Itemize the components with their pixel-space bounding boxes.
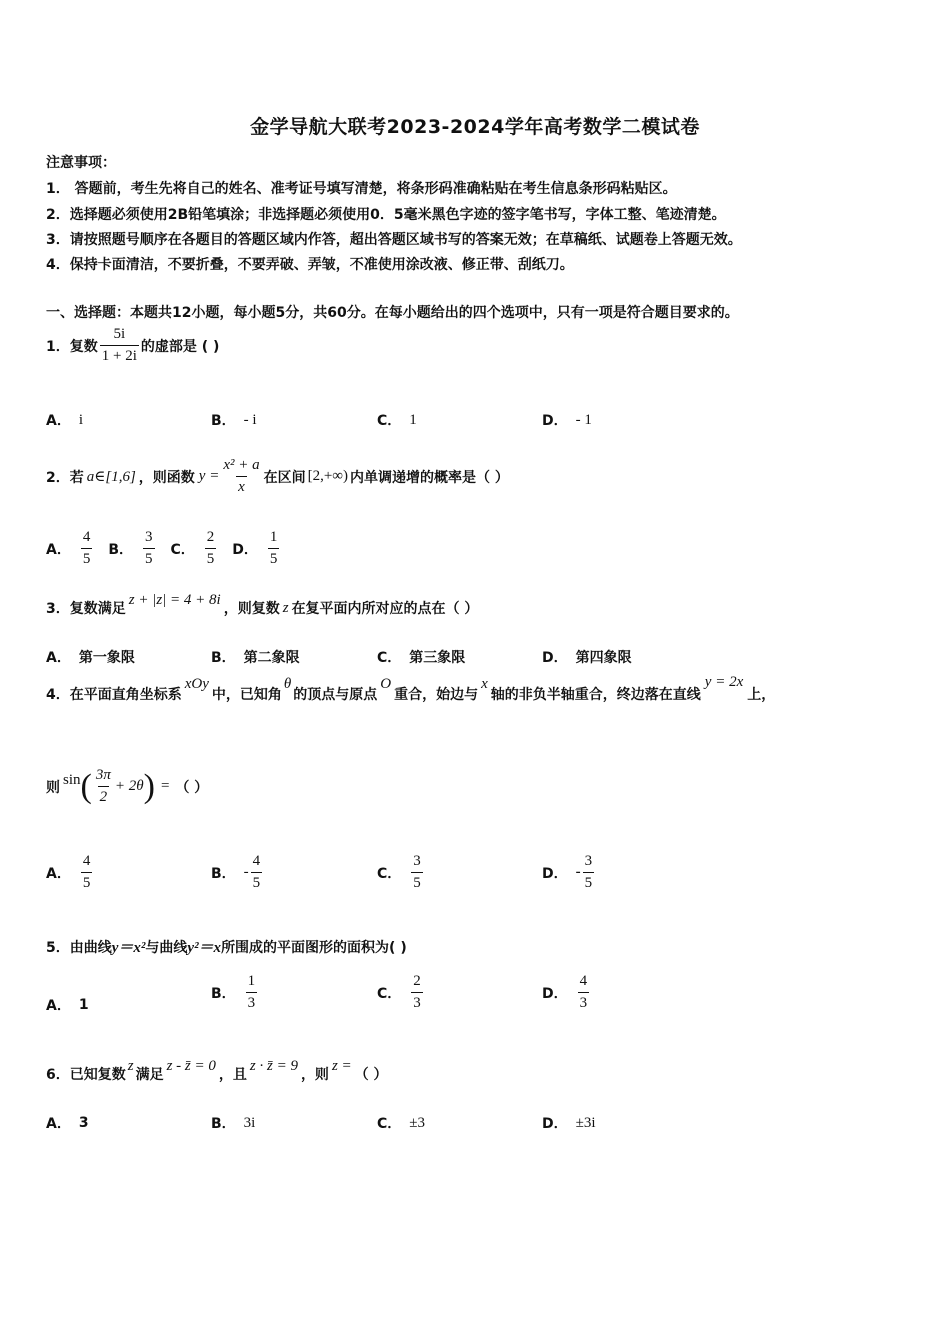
- q2-option-a-value[interactable]: [81, 528, 93, 569]
- q4-option-a[interactable]: [46, 852, 94, 893]
- option-value: 1: [78, 997, 89, 1013]
- q4-right-paren: ): [143, 767, 155, 805]
- note-item: 3．请按照题号顺序在各题目的答题区域内作答，超出答题区域书写的答案无效；在草稿纸、试题卷上答题无效。: [46, 232, 742, 248]
- option-value: 第一象限: [78, 650, 135, 666]
- q1-post: 的虚部是 ( ): [140, 338, 220, 355]
- option-label: C．: [377, 413, 402, 429]
- q4-option-c[interactable]: [377, 852, 425, 893]
- option-value: 第二象限: [243, 650, 300, 666]
- q4-post: （ ）: [175, 779, 209, 796]
- note-item: 4．保持卡面清洁，不要折叠，不要弄破、弄皱，不准使用涂改液、修正带、刮纸刀。: [46, 257, 574, 273]
- numerator: 4: [252, 853, 261, 869]
- q4-equals: =: [160, 778, 170, 794]
- denominator: 3: [578, 992, 590, 1013]
- option-fraction: [411, 852, 423, 893]
- q5-pre: 5．由曲线: [46, 939, 112, 956]
- q3-mid: ，则复数: [223, 601, 280, 617]
- option-fraction: [411, 972, 423, 1013]
- option-label: A．: [46, 650, 71, 666]
- question-4-line2: [46, 766, 208, 807]
- q6-text: ，则: [300, 1067, 329, 1083]
- option-fraction: [578, 972, 590, 1013]
- option-value: 3: [78, 1115, 89, 1131]
- denominator: 5: [205, 548, 217, 569]
- numerator: 3: [584, 853, 593, 869]
- q6-option-d[interactable]: [542, 1113, 596, 1133]
- denominator: 3: [246, 992, 258, 1013]
- q4-origin: O: [380, 675, 392, 692]
- q4-option-d[interactable]: [542, 852, 596, 893]
- numerator: 3: [145, 529, 153, 545]
- q6-option-c[interactable]: [377, 1113, 425, 1133]
- q2-option-c-value[interactable]: [205, 528, 217, 569]
- option-label: A．: [46, 865, 71, 882]
- q1-option-a[interactable]: [46, 410, 83, 430]
- q3-equation: z + |z| = 4 + 8i: [128, 591, 221, 608]
- q2-condition: a∈[1,6]: [86, 469, 136, 485]
- q4-option-b[interactable]: [211, 852, 264, 893]
- question-2: [46, 456, 509, 497]
- q4-theta: θ: [283, 675, 292, 692]
- q5-curve-2: y²＝x: [187, 940, 222, 956]
- q4-text: 重合，始边与: [394, 687, 479, 703]
- denominator: 5: [268, 548, 280, 569]
- q1-pre: 1．复数: [46, 338, 98, 355]
- q6-post: （ ）: [354, 1067, 388, 1083]
- q5-option-a[interactable]: [46, 995, 89, 1015]
- q1-fraction: [100, 325, 139, 366]
- option-label: C．: [377, 865, 402, 882]
- q4-arg-rest: + 2θ: [114, 778, 144, 794]
- q2-option-b-label[interactable]: B．: [108, 541, 134, 558]
- q3-pre: 3．复数满足: [46, 601, 126, 617]
- q3-option-b[interactable]: [211, 647, 300, 667]
- note-item: 1． 答题前，考生先将自己的姓名、准考证号填写清楚，将条形码准确粘贴在考生信息条形码粘贴区。: [46, 181, 677, 197]
- option-label: B．: [211, 1116, 236, 1132]
- option-label: D．: [542, 413, 568, 429]
- q2-fn-numerator: x² + a: [223, 457, 260, 473]
- q4-text: 轴的非负半轴重合，终边落在直线: [490, 687, 701, 703]
- q1-numerator: 5i: [113, 326, 126, 342]
- q4-sin: sin: [63, 772, 81, 788]
- option-label: D．: [542, 985, 568, 1002]
- q6-condition-2: z · z̄ = 9: [249, 1057, 298, 1074]
- option-label: B．: [211, 650, 236, 666]
- option-value: 3i: [243, 1114, 256, 1131]
- notes-heading: 注意事项：: [46, 155, 116, 171]
- q5-post: 所围成的平面图形的面积为( ): [221, 939, 407, 956]
- numerator: 2: [413, 973, 421, 989]
- q5-option-d[interactable]: [542, 972, 591, 1013]
- q2-pre: 2．若: [46, 469, 84, 486]
- option-sign: -: [575, 864, 581, 880]
- q6-variable: z: [127, 1057, 134, 1074]
- q5-mid: 与曲线: [145, 939, 188, 956]
- q2-interval: [2,+∞): [307, 468, 348, 484]
- q2-options: [46, 528, 281, 569]
- option-label: B．: [211, 985, 236, 1002]
- numerator: 4: [82, 853, 91, 869]
- q1-denominator: 1 + 2i: [100, 345, 139, 366]
- option-value: 第四象限: [575, 650, 632, 666]
- q2-option-a-label[interactable]: A．: [46, 541, 71, 558]
- numerator: 1: [247, 973, 256, 989]
- q3-option-d[interactable]: [542, 647, 632, 667]
- denominator: 3: [411, 992, 423, 1013]
- q2-post: 内单调递增的概率是（ ）: [350, 469, 509, 486]
- option-label: C．: [377, 1116, 402, 1132]
- option-label: A．: [46, 1116, 71, 1132]
- option-label: C．: [377, 650, 402, 666]
- denominator: 5: [143, 548, 155, 569]
- denominator: 5: [81, 872, 93, 893]
- question-6: [46, 1057, 388, 1084]
- q5-option-c[interactable]: [377, 972, 425, 1013]
- numerator: 4: [579, 973, 588, 989]
- q6-pre: 6．已知复数: [46, 1067, 126, 1083]
- q2-mid: ，则函数: [138, 469, 195, 486]
- q2-option-c-label[interactable]: C．: [170, 541, 195, 558]
- page-title: 金学导航大联考2023-2024学年高考数学二模试卷: [250, 116, 700, 138]
- numerator: 3: [413, 853, 421, 869]
- q4-pre: 4．在平面直角坐标系: [46, 687, 182, 703]
- denominator: 5: [583, 872, 595, 893]
- option-fraction: [251, 852, 263, 893]
- option-label: D．: [542, 865, 568, 882]
- numerator: 4: [82, 529, 91, 545]
- question-3: [46, 591, 479, 618]
- q2-option-b-value[interactable]: [143, 528, 155, 569]
- option-label: B．: [211, 413, 236, 429]
- q6-option-a[interactable]: [46, 1113, 89, 1133]
- q4-coordinate-system: xOy: [184, 675, 209, 692]
- q4-x-axis: x: [481, 675, 488, 692]
- q3-variable: z: [282, 599, 289, 616]
- q2-fn-denominator: x: [236, 476, 247, 497]
- question-1: [46, 325, 219, 366]
- q6-text: 满足: [135, 1067, 164, 1083]
- q4-line2-pre: 则: [46, 779, 60, 796]
- option-value: ±3: [409, 1114, 426, 1131]
- numerator: 1: [269, 529, 278, 545]
- option-label: C．: [377, 985, 402, 1002]
- option-value: - i: [243, 411, 257, 428]
- q2-option-d-value[interactable]: [268, 528, 280, 569]
- option-sign: -: [243, 864, 249, 880]
- q5-option-b[interactable]: [211, 972, 259, 1013]
- q2-function-fraction: [221, 456, 261, 497]
- denominator: 5: [411, 872, 423, 893]
- q6-option-b[interactable]: [211, 1113, 255, 1133]
- q6-condition-1: z - z̄ = 0: [166, 1057, 216, 1074]
- q2-function-lhs: y =: [198, 468, 220, 484]
- denominator: 2: [98, 786, 110, 807]
- option-value: 1: [409, 411, 417, 428]
- option-value: ±3i: [575, 1114, 596, 1131]
- question-4: [46, 673, 916, 704]
- section-heading: 一、选择题：本题共12小题，每小题5分，共60分。在每小题给出的四个选项中，只有一项是符合题目要求的。: [46, 305, 739, 321]
- option-label: D．: [542, 1116, 568, 1132]
- q4-line-equation: y = 2x: [704, 673, 744, 690]
- q1-option-d[interactable]: [542, 410, 592, 430]
- q3-option-c[interactable]: [377, 647, 465, 667]
- numerator: 3π: [95, 767, 111, 783]
- q1-option-b[interactable]: [211, 410, 257, 430]
- q4-text: 的顶点与原点: [293, 687, 378, 703]
- q2-mid2: 在区间: [263, 469, 306, 486]
- option-label: D．: [542, 650, 568, 666]
- denominator: 5: [81, 548, 93, 569]
- option-value: i: [78, 411, 84, 428]
- option-label: A．: [46, 998, 71, 1014]
- q4-left-paren: (: [80, 767, 92, 805]
- q1-option-c[interactable]: [377, 410, 417, 430]
- numerator: 2: [206, 529, 215, 545]
- q2-option-d-label[interactable]: D．: [232, 541, 258, 558]
- q4-arg-fraction: [94, 766, 113, 807]
- q4-text: 上，: [747, 687, 776, 703]
- q5-curve-1: y＝x²: [111, 940, 146, 956]
- option-value: 第三象限: [409, 650, 466, 666]
- q4-text: 中，已知角: [211, 687, 282, 703]
- q3-option-a[interactable]: [46, 647, 135, 667]
- q3-post: 在复平面内所对应的点在（ ）: [291, 601, 479, 617]
- option-label: A．: [46, 413, 71, 429]
- note-item: 2．选择题必须使用2B铅笔填涂；非选择题必须使用0．5毫米黑色字迹的签字笔书写，字体工整、笔迹清楚。: [46, 207, 726, 223]
- q6-text: ，且: [218, 1067, 247, 1083]
- option-fraction: [81, 852, 93, 893]
- option-value: - 1: [575, 411, 592, 428]
- question-5: [46, 936, 407, 957]
- option-fraction: [246, 972, 258, 1013]
- denominator: 5: [251, 872, 263, 893]
- option-fraction: [583, 852, 595, 893]
- option-label: B．: [211, 865, 236, 882]
- q6-result: z =: [331, 1057, 352, 1074]
